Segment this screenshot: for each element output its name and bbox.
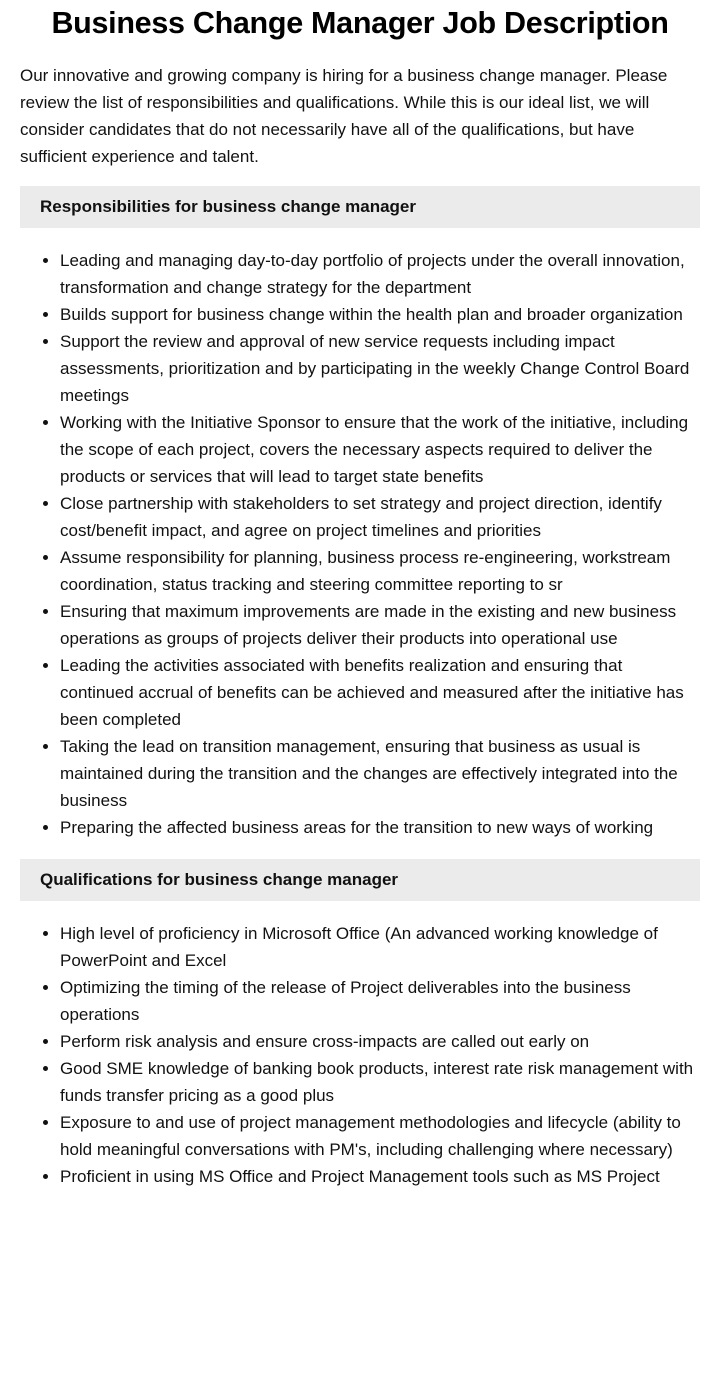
list-item: • Close partnership with stakeholders to set strategy and project direction, identify cost/benefit impact, and agree on project timelines and priorities: [60, 490, 700, 544]
list-item: • Support the review and approval of new service requests including impact assessments, prioritization and by participating in the weekly Change Control Board meetings: [60, 328, 700, 409]
qualifications-heading: Qualifications for business change manager: [20, 859, 700, 901]
intro-paragraph: Our innovative and growing company is hiring for a business change manager. Please review the list of responsibilities and qualifications. While this is our ideal list, we will consider candidates that do not necessarily have all of the qualifications, but have sufficient experience and talent.: [20, 66, 668, 166]
list-item: • Optimizing the timing of the release of Project deliverables into the business operations: [60, 974, 700, 1028]
list-item: • High level of proficiency in Microsoft Office (An advanced working knowledge of PowerPoint and Excel: [60, 920, 700, 974]
responsibilities-list: [20, 247, 700, 841]
responsibilities-heading: Responsibilities for business change manager: [20, 186, 700, 228]
list-item: • Working with the Initiative Sponsor to ensure that the work of the initiative, including the scope of each project, covers the necessary aspects required to deliver the products or services that will lead to target state benefits: [60, 409, 700, 490]
list-item: • Leading and managing day-to-day portfolio of projects under the overall innovation, transformation and change strategy for the department: [60, 247, 700, 301]
list-item: • Preparing the affected business areas for the transition to new ways of working: [60, 814, 700, 841]
list-item: • Builds support for business change within the health plan and broader organization: [60, 301, 700, 328]
list-item: • Exposure to and use of project management methodologies and lifecycle (ability to hold meaningful conversations with PM's, including challenging where necessary): [60, 1109, 700, 1163]
qualifications-list: [20, 920, 700, 1190]
list-item: • Proficient in using MS Office and Project Management tools such as MS Project: [60, 1163, 700, 1190]
list-item: • Taking the lead on transition management, ensuring that business as usual is maintained during the transition and the changes are effectively integrated into the business: [60, 733, 700, 814]
list-item: • Perform risk analysis and ensure cross-impacts are called out early on: [60, 1028, 700, 1055]
list-item: • Leading the activities associated with benefits realization and ensuring that continued accrual of benefits can be achieved and measured after the initiative has been completed: [60, 652, 700, 733]
list-item: • Good SME knowledge of banking book products, interest rate risk management with funds transfer pricing as a good plus: [60, 1055, 700, 1109]
page-title: Business Change Manager Job Description: [51, 6, 669, 40]
list-item: • Assume responsibility for planning, business process re-engineering, workstream coordination, status tracking and steering committee reporting to sr: [60, 544, 700, 598]
list-item: • Ensuring that maximum improvements are made in the existing and new business operations as groups of projects deliver their products into operational use: [60, 598, 700, 652]
